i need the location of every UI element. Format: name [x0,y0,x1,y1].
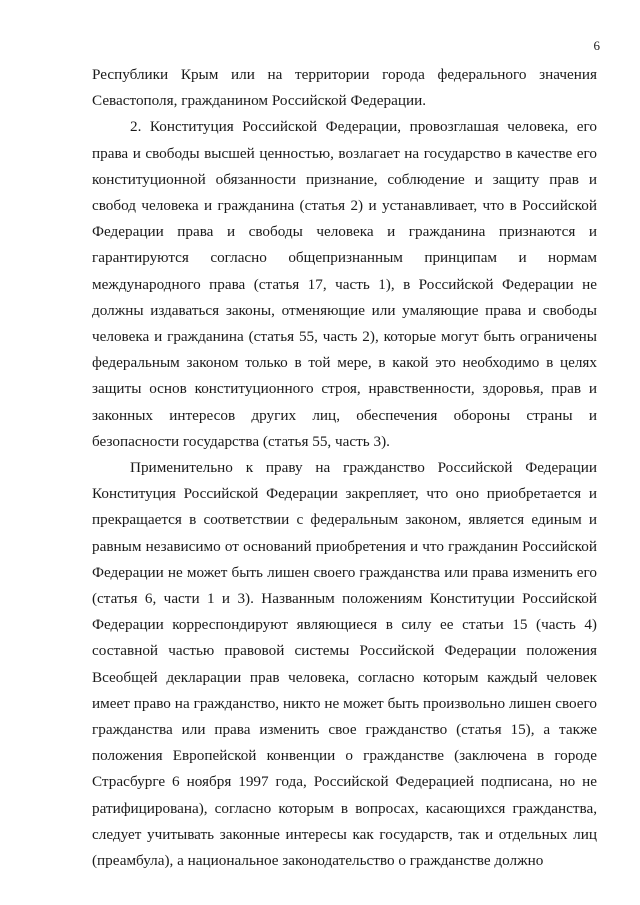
paragraph-continuation: Республики Крым или на территории города федерального значения Севастополя, гражданином Российской Федерации. [92,66,597,110]
paragraph-constitution-rights: 2. Конституция Российской Федерации, провозглашая человека, его права и свободы высшей ценностью, возлагает на государство в качестве его конституционной обязанности признание, соблюдение и защиту прав и свобод человека и гражданина (статья 2) и устанавливает, что в Российской Федерации права и свободы человека и гражданина признаются и гарантируются согласно общепризнанным принципам и нормам международного права (статья 17, часть 1), в Российской Федерации не должны издаваться законы, отменяющие или умаляющие права и свободы человека и гражданина (статья 55, часть 2), которые могут быть ограничены федеральным законом только в той мере, в какой это необходимо в целях защиты основ конституционного строя, нравственности, здоровья, прав и законных интересов других лиц, обеспечения обороны страны и безопасности государства (статья 55, часть 3). [92,118,597,450]
paragraph-citizenship-right: Применительно к праву на гражданство Российской Федерации Конституция Российской Федерации закрепляет, что оно приобретается и прекращается в соответствии с федеральным законом, является единым и равным независимо от оснований приобретения и что гражданин Российской Федерации не может быть лишен своего гражданства или права изменить его (статья 6, части 1 и 3). Названным положениям Конституции Российской Федерации корреспондируют являющиеся в силу ее статьи 15 (часть 4) составной частью правовой системы Российской Федерации положения Всеобщей декларации прав человека, согласно которым каждый человек имеет право на гражданство, никто не может быть произвольно лишен своего гражданства или права изменить свое гражданство (статья 15), а также положения Европейской конвенции о гражданстве (заключена в городе Страсбурге 6 ноября 1997 года, Российской Федерацией подписана, но не ратифицирована), согласно которым в вопросах, касающихся гражданства, следует учитывать законные интересы как государств, так и отдельных лиц (преамбула), а национальное законодательство о гражданстве должно [92,459,597,870]
page-number: 6 [593,38,600,53]
document-body [92,62,597,874]
